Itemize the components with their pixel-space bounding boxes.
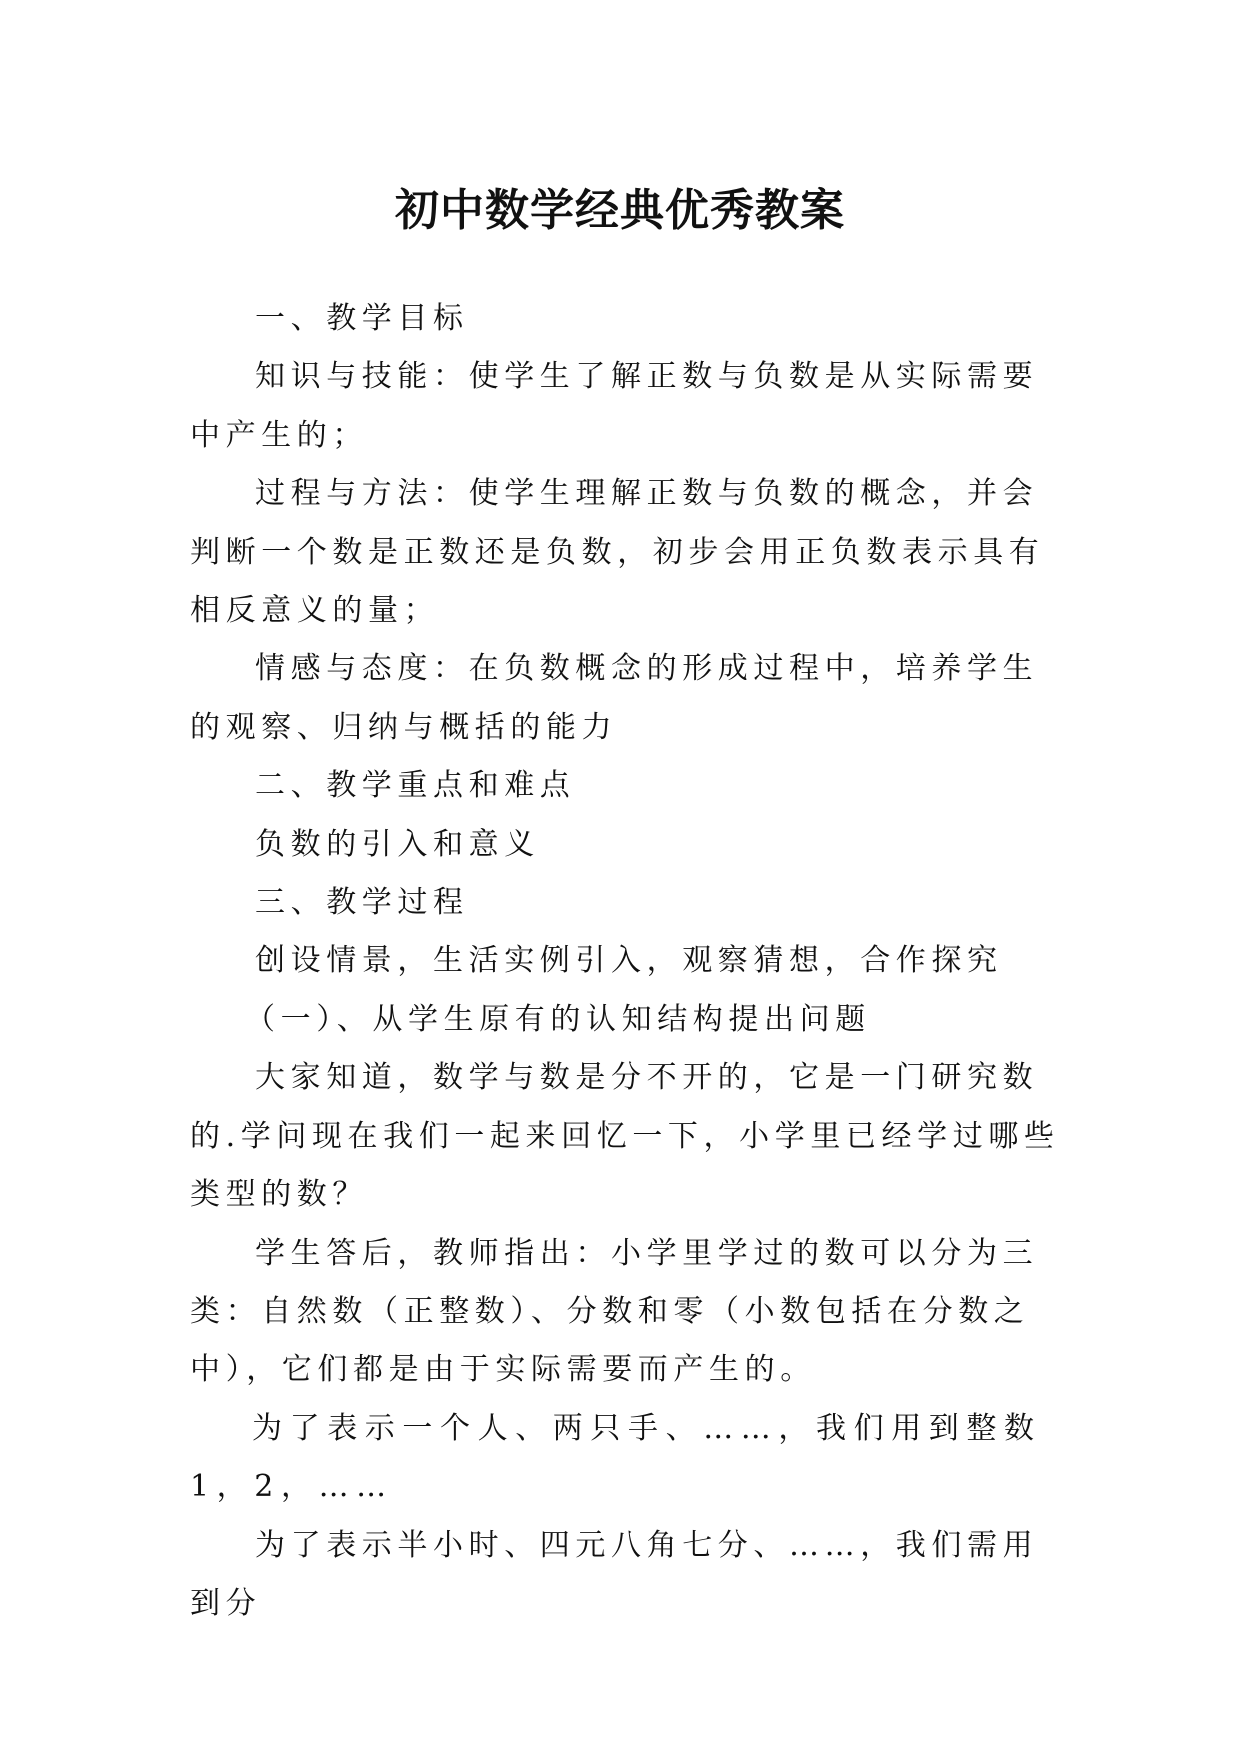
paragraph-process-methods: 过程与方法：使学生理解正数与负数的概念，并会判断一个数是正数还是负数，初步会用正负数表示具有相反意义的量； [190, 476, 1045, 629]
section-heading-objectives: 一、教学目标 [255, 301, 469, 336]
document-title: 初中数学经典优秀教案 [395, 185, 845, 237]
paragraph-key-point-text: 负数的引入和意义 [255, 826, 540, 862]
section-heading-key-points: 二、教学重点和难点 [255, 768, 576, 804]
paragraph-integers: 为了表示一个人、两只手、……，我们用到整数1，2，…… [190, 1410, 1042, 1505]
paragraph-teacher-summary: 学生答后，教师指出：小学里学过的数可以分为三类：自然数（正整数）、分数和零（小数包括在分数之中），它们都是由于实际需要而产生的。 [190, 1235, 1039, 1388]
paragraph-emotion-attitude: 情感与态度：在负数概念的形成过程中，培养学生的观察、归纳与概括的能力 [190, 651, 1039, 745]
section-heading-process: 三、教学过程 [255, 885, 469, 921]
subsection-heading-1: （一）、从学生原有的认知结构提出问题 [245, 1001, 871, 1037]
paragraph-situation: 创设情景，生活实例引入，观察猜想，合作探究 [255, 943, 1003, 979]
paragraph-fractions: 为了表示半小时、四元八角七分、……，我们需用到分 [190, 1527, 1039, 1621]
paragraph-knowledge-skills: 知识与技能：使学生了解正数与负数是从实际需要中产生的； [190, 359, 1039, 453]
document-body [190, 290, 1060, 1633]
paragraph-intro-question: 大家知道，数学与数是分不开的，它是一门研究数的.学问现在我们一起来回忆一下，小学里已经学过哪些类型的数？ [190, 1060, 1060, 1213]
